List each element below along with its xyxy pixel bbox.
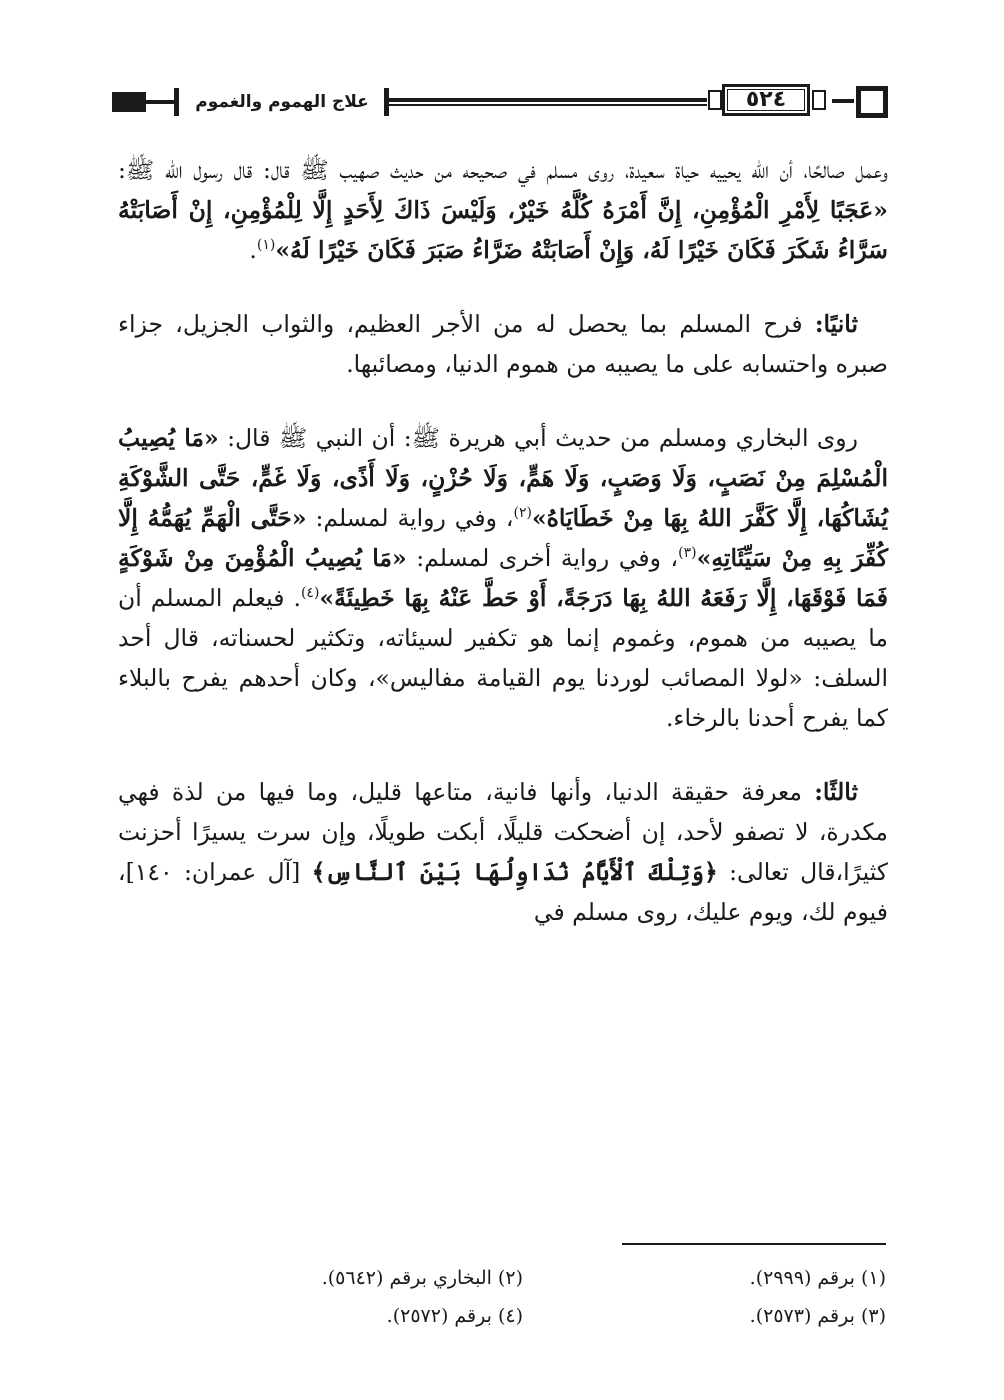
main-text xyxy=(118,150,888,932)
point-heading: ثالثًا: xyxy=(814,778,858,806)
footnote: (٣) برقم (٢٥٧٣). xyxy=(749,1305,886,1327)
header-ornament-square xyxy=(856,86,888,118)
paragraph xyxy=(118,304,888,384)
page-number: ٥٢٤ xyxy=(745,87,787,112)
hadith-quote: «مَا يُصِيبُ الْمُؤْمِنَ مِنْ شَوْكَةٍ فَمَا فَوْقَهَا، إِلَّا رَفَعَهُ اللهُ بِهَا دَرَجَةً، أَوْ حَطَّ عَنْهُ بِهَا خَطِيئَةً» xyxy=(118,544,888,612)
verse-citation: [آل عمران: ١٤٠] xyxy=(125,858,312,886)
footnote: (٢) البخاري برقم (٥٦٤٢). xyxy=(321,1267,523,1289)
frame-ornament-icon xyxy=(708,90,722,110)
header-rule xyxy=(389,98,707,102)
header-rule xyxy=(389,104,707,106)
footnote: (١) برقم (٢٩٩٩). xyxy=(749,1267,886,1289)
header-divider xyxy=(174,88,179,116)
footnote: (٤) برقم (٢٥٧٢). xyxy=(386,1305,523,1327)
hadith-quote: «عَجَبًا لِأَمْرِ الْمُؤْمِنِ، إِنَّ أَمْرَهُ كُلَّهُ خَيْرٌ، وَلَيْسَ ذَاكَ لِأَحَدٍ إِلَّا لِلْمُؤْمِنِ، إِنْ أَصَابَتْهُ سَرَّاءُ شَكَرَ فَكَانَ خَيْرًا لَهُ، وَإِنْ أَصَابَتْهُ ضَرَّاءُ صَبَرَ فَكَانَ خَيْرًا لَهُ» xyxy=(118,196,888,264)
text-run: فرح المسلم بما يحصل له من الأجر العظيم، والثواب الجزيل، جزاء صبره واحتسابه على ما يصيبه من هموم الدنيا، ومصائبها. xyxy=(118,310,888,378)
header-divider xyxy=(384,88,389,116)
header-ornament-line xyxy=(832,99,854,103)
footnote-ref: (٣) xyxy=(678,545,697,562)
footnotes xyxy=(200,1262,886,1332)
footnote-ref: (٢) xyxy=(513,505,532,522)
header-ornament-block xyxy=(112,92,146,112)
text-run: وعمل صالحًا، أن الله يحييه حياة سعيدة، روى مسلم في صحيحه من حديث صهيب ﷺ قال: قال رسول الله ﷺ: xyxy=(118,156,888,184)
quran-verse: ﴿وَتِلْكَ ٱلْأَيَّامُ نُدَاوِلُهَا بَيْنَ ٱلنَّاسِ﴾ xyxy=(311,858,718,886)
header-ornament-line xyxy=(146,100,174,104)
page-number-frame xyxy=(706,82,830,122)
text-run: . فيعلم المسلم أن ما يصيبه من هموم، وغموم إنما هو تكفير لسيئاته، وتكثير لحسناته، قال أحد السلف: «لولا المصائب لوردنا يوم القيامة مفاليس»، وكان أحدهم يفرح بالبلاء كما يفرح أحدنا بالرخاء. xyxy=(118,584,888,732)
paragraph xyxy=(118,150,888,270)
frame-ornament-icon xyxy=(812,90,826,110)
running-title: علاج الهموم والغموم xyxy=(195,92,369,112)
paragraph xyxy=(118,772,888,932)
footnote-separator xyxy=(622,1243,886,1245)
text-run: معرفة حقيقة الدنيا، وأنها فانية، متاعها قليل، وما فيها من لذة فهي مكدرة، لا تصفو لأحد، إن أضحكت قليلًا، أبكت طويلًا، وإن سرت يسيرًا أحزنت كثيرًا،قال تعالى: xyxy=(118,778,888,886)
point-heading: ثانيًا: xyxy=(814,310,858,338)
text-run: ، فيوم لك، ويوم عليك، روى مسلم في xyxy=(118,858,888,926)
footnote-ref: (١) xyxy=(256,237,276,254)
hadith-quote: «مَا يُصِيبُ الْمُسْلِمَ مِنْ نَصَبٍ، وَلَا وَصَبٍ، وَلَا هَمٍّ، وَلَا حُزْنٍ، وَلَا أَذًى، وَلَا غَمٍّ، حَتَّى الشَّوْكَةِ يُشَاكُهَا، إِلَّا كَفَّرَ اللهُ بِهَا مِنْ خَطَايَاهُ» xyxy=(118,424,889,532)
text-run: ، وفي رواية أخرى لمسلم: xyxy=(406,544,679,572)
text-run: ، وفي رواية لمسلم: xyxy=(306,504,514,532)
text-run: روى البخاري ومسلم من حديث أبي هريرة ﷺ: أن النبي ﷺ قال: xyxy=(218,424,858,452)
footnote-ref: (٤) xyxy=(300,585,320,602)
hadith-quote: «حَتَّى الْهَمِّ يُهَمُّهُ إِلَّا كُفِّرَ بِهِ مِنْ سَيِّئَاتِهِ» xyxy=(118,504,889,572)
text-run: . xyxy=(249,236,257,264)
paragraph xyxy=(118,418,888,738)
page-header xyxy=(112,82,894,128)
